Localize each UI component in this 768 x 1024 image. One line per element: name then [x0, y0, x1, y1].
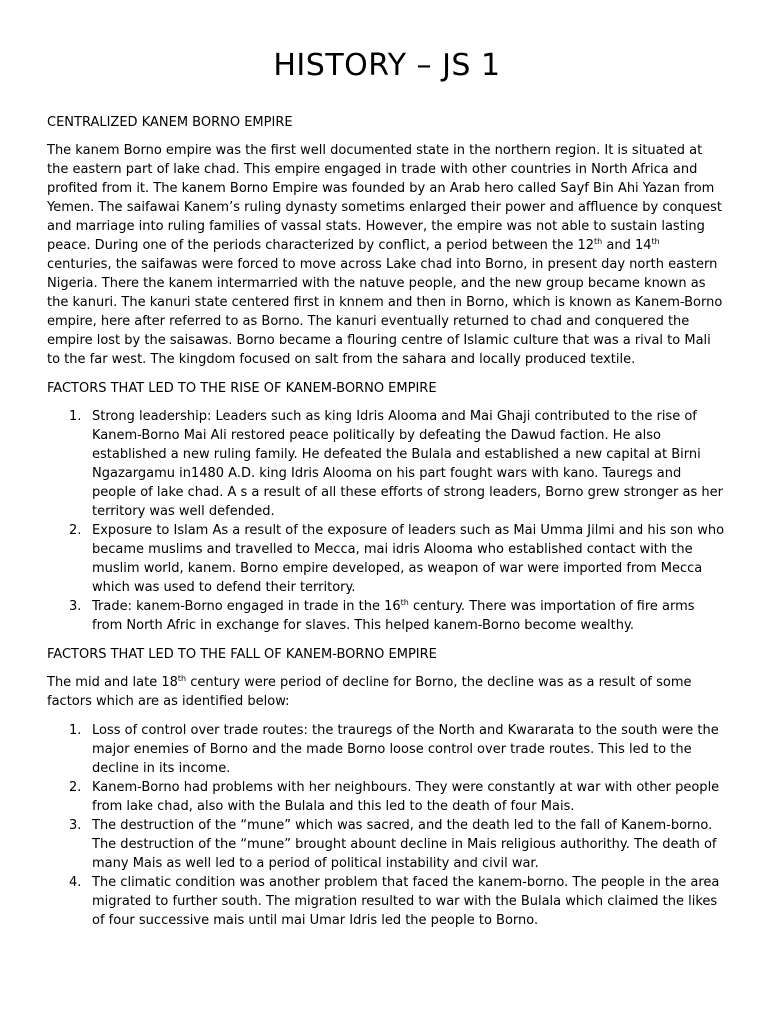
list-item-text: Kanem-Borno had problems with her neighbours. They were constantly at war with other people from lake chad, also with the Bulala and this led to the death of four Mais.: [92, 780, 720, 814]
list-item: [47, 816, 727, 873]
list-item: [47, 407, 727, 521]
list-number: 3.: [69, 818, 82, 833]
list-number: 3.: [69, 599, 82, 614]
list-item-text: Strong leadership: Leaders such as king Idris Alooma and Mai Ghaji contributed to the rise of Kanem-Borno Mai Ali restored peace politically by defeating the Dawud faction. He also established a new ruling family. He defeated the Bulala and established a new capital at Birni Ngazargamu in1480 A.D. king Idris Alooma on his part fought wars with kano. Tauregs and people of lake chad. A s a result of all these efforts of strong leaders, Borno grew stronger as her territory was well defended.: [92, 409, 723, 519]
fall-intro-text-a: The mid and late 18: [47, 675, 178, 690]
list-number: 2.: [69, 523, 82, 538]
section-heading-fall: FACTORS THAT LED TO THE FALL OF KANEM-BORNO EMPIRE: [47, 647, 437, 662]
list-number: 4.: [69, 875, 82, 890]
list-item-text: The climatic condition was another problem that faced the kanem-borno. The people in the area migrated to further south. The migration resulted to war with the Bulala which claimed the likes of four successive mais until mai Umar Idris led the people to Borno.: [92, 875, 720, 928]
list-item-text: Loss of control over trade routes: the trauregs of the North and Kwararata to the south were the major enemies of Borno and the made Borno loose control over trade routes. This led to the decline in its income.: [92, 723, 719, 776]
sup-th: th: [177, 674, 187, 683]
list-item: [47, 778, 727, 816]
sup-th: th: [651, 237, 660, 246]
document-page: [47, 0, 727, 930]
list-item: [47, 873, 727, 930]
page-title: HISTORY – JS 1: [273, 48, 501, 83]
rise-factors-list: [47, 407, 727, 635]
list-number: 1.: [69, 723, 82, 738]
section-heading-rise: FACTORS THAT LED TO THE RISE OF KANEM-BORNO EMPIRE: [47, 381, 437, 396]
sup-th: th: [594, 237, 603, 246]
intro-text-c: centuries, the saifawas were forced to move across Lake chad into Borno, in present day north eastern Nigeria. There the kanem intermarried with the natuve people, and the new group became known as the kanuri. The kanuri state centered first in knnem and then in Borno, which is known as Kanem-Borno empire, here after referred to as Borno. The kanuri eventually returned to chad and conquered the empire lost by the saisawas. Borno became a flouring centre of Islamic culture that was a rival to Mali to the far west. The kingdom focused on salt from the sahara and locally produced textile.: [47, 257, 723, 367]
intro-paragraph: [47, 141, 727, 369]
fall-factors-list: [47, 721, 727, 930]
intro-text-b: and 14: [602, 238, 652, 253]
list-item: [47, 721, 727, 778]
list-item-text-a: Trade: kanem-Borno engaged in trade in the 16: [92, 599, 401, 614]
list-item-text-b: century. There was importation of fire arms from North Afric in exchange for slaves. This helped kanem-Borno become wealthy.: [92, 599, 695, 633]
list-number: 1.: [69, 409, 82, 424]
list-number: 2.: [69, 780, 82, 795]
sup-th: th: [400, 598, 409, 607]
list-item: [47, 521, 727, 597]
fall-intro-paragraph: [47, 673, 727, 711]
list-item-text: Exposure to Islam As a result of the exposure of leaders such as Mai Umma Jilmi and his son who became muslims and travelled to Mecca, mai idris Alooma who established contact with the muslim world, kanem. Borno empire developed, as weapon of war were imported from Mecca which was used to defend their territory.: [92, 523, 725, 595]
list-item: [47, 597, 727, 635]
fall-intro-text-b: century were period of decline for Borno, the decline was as a result of some factors which are as identified below:: [47, 675, 692, 709]
section-heading-centralized: CENTRALIZED KANEM BORNO EMPIRE: [47, 115, 293, 130]
intro-text-a: The kanem Borno empire was the first well documented state in the northern region. It is situated at the eastern part of lake chad. This empire engaged in trade with other countries in North Africa and profited from it. The kanem Borno Empire was founded by an Arab hero called Sayf Bin Ahi Yazan from Yemen. The saifawai Kanem’s ruling dynasty sometims enlarged their power and affluence by conquest and marriage into ruling families of vassal stats. However, the empire was not able to sustain lasting peace. During one of the periods characterized by conflict, a period between the 12: [47, 143, 723, 253]
list-item-text: The destruction of the “mune” which was sacred, and the death led to the fall of Kanem-borno. The destruction of the “mune” brought abount decline in Mais religious authorithy. The death of many Mais as well led to a period of political instability and civil war.: [92, 818, 717, 871]
